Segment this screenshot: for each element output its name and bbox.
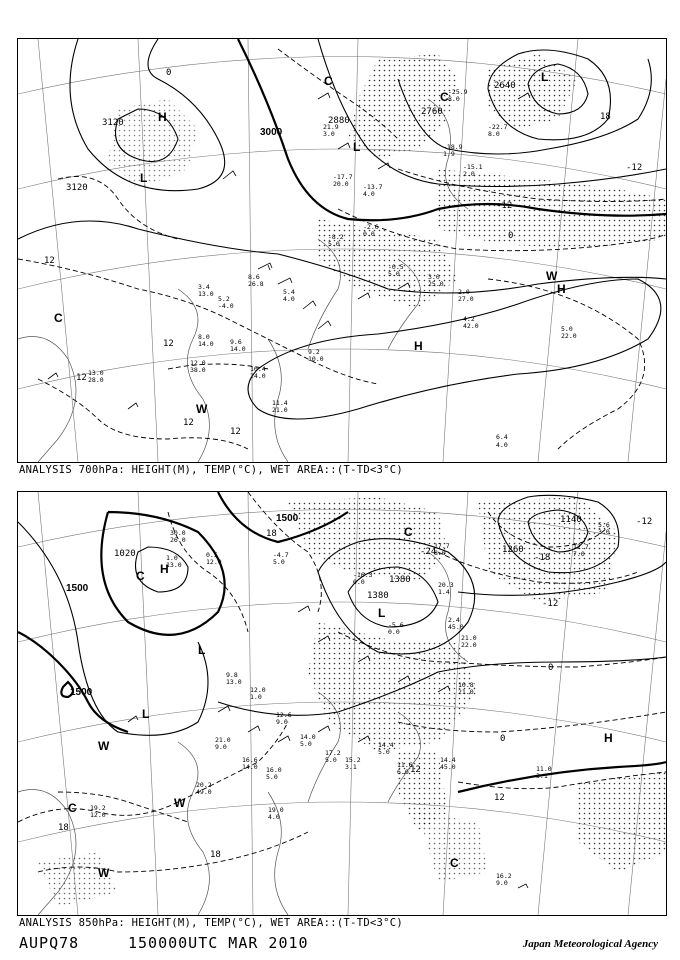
height-label: 3000 — [260, 127, 283, 138]
svg-text:14.0: 14.0 — [300, 733, 316, 741]
svg-text:8.0: 8.0 — [488, 130, 500, 138]
temp-label: 12 — [410, 765, 421, 775]
svg-text:-5.6: -5.6 — [388, 621, 404, 629]
svg-text:13.0: 13.0 — [166, 561, 182, 569]
svg-text:13.0: 13.0 — [226, 678, 242, 686]
svg-text:2.0: 2.0 — [458, 288, 470, 296]
svg-text:-18.9: -18.9 — [443, 143, 463, 151]
svg-text:5.0: 5.0 — [328, 240, 340, 248]
svg-text:9.8: 9.8 — [226, 671, 238, 679]
svg-text:11.0: 11.0 — [536, 765, 552, 773]
cold-mark: C — [68, 801, 77, 815]
svg-text:11.4: 11.4 — [272, 399, 288, 407]
svg-text:7.0: 7.0 — [573, 550, 585, 558]
svg-text:14.0: 14.0 — [198, 340, 214, 348]
svg-text:27.0: 27.0 — [458, 295, 474, 303]
svg-text:3.0: 3.0 — [323, 130, 335, 138]
svg-text:45.0: 45.0 — [440, 763, 456, 771]
temp-label: 12 — [163, 339, 174, 349]
svg-text:19.0: 19.0 — [268, 806, 284, 814]
svg-text:14.4: 14.4 — [378, 741, 394, 749]
svg-text:26.8: 26.8 — [248, 280, 264, 288]
height-label: 1260 — [502, 545, 524, 555]
svg-text:42.0: 42.0 — [463, 322, 479, 330]
low-mark: L — [198, 643, 206, 657]
svg-text:-13.7: -13.7 — [363, 183, 383, 191]
temp-label: -12 — [626, 163, 643, 173]
high-mark: H — [160, 562, 169, 576]
svg-text:1.4: 1.4 — [438, 588, 450, 596]
svg-text:3.0: 3.0 — [598, 528, 610, 536]
svg-text:45.0: 45.0 — [448, 623, 464, 631]
svg-text:3.1: 3.1 — [345, 763, 357, 771]
svg-text:8.0: 8.0 — [198, 333, 210, 341]
svg-text:49.0: 49.0 — [196, 788, 212, 796]
temp-label: 0 — [500, 734, 506, 744]
svg-text:5.4: 5.4 — [283, 288, 295, 296]
svg-text:4.0: 4.0 — [496, 441, 508, 449]
temp-label: 0 — [548, 663, 554, 673]
svg-text:12.6: 12.6 — [276, 711, 292, 719]
svg-text:17.7: 17.7 — [434, 542, 450, 550]
svg-text:-4.0: -4.0 — [218, 302, 234, 310]
temp-label: -12 — [542, 599, 559, 609]
svg-text:21.0: 21.0 — [215, 736, 231, 744]
svg-text:10.8: 10.8 — [458, 681, 474, 689]
cold-mark: C — [324, 74, 333, 88]
svg-text:22.0: 22.0 — [461, 641, 477, 649]
svg-text:21.0: 21.0 — [458, 688, 474, 696]
svg-text:16.2: 16.2 — [496, 872, 512, 880]
height-label: 1380 — [367, 591, 389, 601]
svg-text:5.0: 5.0 — [266, 773, 278, 781]
temp-label: 0 — [166, 68, 172, 78]
svg-text:20.3: 20.3 — [438, 581, 454, 589]
cold-mark: C — [54, 311, 63, 325]
warm-mark: W — [98, 866, 110, 880]
temp-label: -24 — [420, 547, 437, 557]
svg-text:10.4: 10.4 — [250, 365, 266, 373]
height-label: 1500 — [70, 687, 93, 698]
svg-text:12.0: 12.0 — [190, 359, 206, 367]
svg-text:1.0: 1.0 — [250, 693, 262, 701]
svg-text:8.0: 8.0 — [434, 549, 446, 557]
temp-label: -18 — [534, 553, 551, 563]
svg-text:-17.7: -17.7 — [333, 173, 353, 181]
temp-label: 12 — [230, 427, 241, 437]
svg-text:11.6: 11.6 — [397, 761, 413, 769]
svg-text:5.0: 5.0 — [300, 740, 312, 748]
svg-text:9.2: 9.2 — [308, 348, 320, 356]
svg-text:13.0: 13.0 — [88, 369, 104, 377]
svg-text:-8.2: -8.2 — [328, 233, 344, 241]
height-label: 1500 — [276, 513, 299, 524]
svg-text:2.0: 2.0 — [463, 170, 475, 178]
svg-text:9.6: 9.6 — [230, 338, 242, 346]
svg-text:30.0: 30.0 — [170, 529, 186, 537]
svg-text:1.0: 1.0 — [166, 554, 178, 562]
svg-text:3.4: 3.4 — [198, 283, 210, 291]
warm-mark: W — [196, 402, 208, 416]
svg-text:0.5: 0.5 — [206, 551, 218, 559]
svg-text:5.0: 5.0 — [273, 558, 285, 566]
svg-text:5.0: 5.0 — [561, 325, 573, 333]
svg-text:-2.6: -2.6 — [363, 223, 379, 231]
svg-text:6.0: 6.0 — [397, 768, 409, 776]
svg-text:-0.5: -0.5 — [388, 263, 404, 271]
svg-text:25.0: 25.0 — [428, 280, 444, 288]
svg-text:20.0: 20.0 — [333, 180, 349, 188]
svg-text:-25.9: -25.9 — [448, 88, 468, 96]
svg-text:14.0: 14.0 — [230, 345, 246, 353]
high-mark: H — [604, 731, 613, 745]
svg-text:17.2: 17.2 — [325, 749, 341, 757]
svg-text:0.0: 0.0 — [363, 230, 375, 238]
svg-text:5.6: 5.6 — [598, 521, 610, 529]
svg-text:10.0: 10.0 — [308, 355, 324, 363]
low-mark: L — [353, 140, 361, 154]
svg-text:3.1: 3.1 — [536, 772, 548, 780]
temp-label: 18 — [210, 850, 221, 860]
agency-name: Japan Meteorological Agency — [522, 938, 658, 950]
svg-text:-4.7: -4.7 — [273, 551, 289, 559]
svg-text:15.2: 15.2 — [345, 756, 361, 764]
low-mark: L — [142, 707, 150, 721]
svg-text:13.0: 13.0 — [198, 290, 214, 298]
svg-text:22.0: 22.0 — [561, 332, 577, 340]
map-panel-700hpa — [17, 38, 667, 463]
svg-text:21.0: 21.0 — [272, 406, 288, 414]
temp-label: 12 — [494, 793, 505, 803]
svg-text:16.6: 16.6 — [242, 756, 258, 764]
temp-label: 0 — [508, 231, 514, 241]
chart-id: AUPQ78 — [19, 934, 80, 952]
map-850hpa — [18, 492, 666, 915]
svg-text:28.0: 28.0 — [88, 376, 104, 384]
svg-text:5.0: 5.0 — [388, 270, 400, 278]
svg-text:12.0: 12.0 — [90, 811, 106, 819]
high-mark: H — [158, 110, 167, 124]
panel-caption-850hpa: ANALYSIS 850hPa: HEIGHT(M), TEMP(°C), WET AREA::(T-TD<3°C) — [19, 917, 404, 929]
cold-mark: C — [450, 856, 459, 870]
map-700hpa — [18, 39, 666, 462]
svg-text:12.0: 12.0 — [206, 558, 222, 566]
svg-text:5.0: 5.0 — [325, 756, 337, 764]
svg-text:4.0: 4.0 — [283, 295, 295, 303]
svg-text:-16.3: -16.3 — [353, 571, 373, 579]
cold-mark: C — [404, 525, 413, 539]
svg-text:9.0: 9.0 — [215, 743, 227, 751]
temp-label: 12 — [76, 373, 87, 383]
svg-text:9.0: 9.0 — [496, 879, 508, 887]
height-label: 2760 — [421, 107, 443, 117]
high-mark: H — [557, 282, 566, 296]
height-label: 1500 — [66, 583, 89, 594]
svg-text:4.0: 4.0 — [268, 813, 280, 821]
warm-mark: W — [546, 269, 558, 283]
temp-label: -12 — [636, 517, 653, 527]
svg-text:-22.7: -22.7 — [488, 123, 508, 131]
low-mark: L — [541, 70, 549, 84]
svg-text:5.2: 5.2 — [218, 295, 230, 303]
map-panel-850hpa — [17, 491, 667, 916]
warm-mark: W — [98, 739, 110, 753]
svg-text:21.0: 21.0 — [461, 634, 477, 642]
temp-label: 12 — [183, 418, 194, 428]
height-label: 3120 — [102, 118, 124, 128]
low-mark: L — [140, 171, 148, 185]
height-label: 2640 — [494, 81, 516, 91]
cold-mark: C — [136, 569, 145, 583]
svg-text:14.4: 14.4 — [440, 756, 456, 764]
svg-text:2.4: 2.4 — [448, 616, 460, 624]
temp-label: -12 — [496, 201, 513, 211]
svg-text:8.6: 8.6 — [248, 273, 260, 281]
svg-text:8.0: 8.0 — [448, 95, 460, 103]
valid-time: 150000UTC MAR 2010 — [128, 934, 309, 952]
high-mark: H — [414, 339, 423, 353]
svg-text:1.9: 1.9 — [443, 150, 455, 158]
svg-text:20.2: 20.2 — [196, 781, 212, 789]
svg-text:24.0: 24.0 — [250, 372, 266, 380]
svg-text:6.4: 6.4 — [496, 433, 508, 441]
svg-text:12.7: 12.7 — [573, 543, 589, 551]
svg-text:3.0: 3.0 — [428, 273, 440, 281]
height-label: 1140 — [560, 515, 582, 525]
height-label: 3120 — [66, 183, 88, 193]
svg-text:19.2: 19.2 — [90, 804, 106, 812]
low-mark: L — [378, 606, 386, 620]
svg-text:14.0: 14.0 — [242, 763, 258, 771]
svg-text:-15.1: -15.1 — [463, 163, 483, 171]
panel-caption-700hpa: ANALYSIS 700hPa: HEIGHT(M), TEMP(°C), WET AREA::(T-TD<3°C) — [19, 464, 404, 476]
svg-text:4.0: 4.0 — [363, 190, 375, 198]
svg-text:26.0: 26.0 — [170, 536, 186, 544]
svg-text:0.0: 0.0 — [353, 578, 365, 586]
svg-text:0.0: 0.0 — [388, 628, 400, 636]
height-label: 2880 — [328, 116, 350, 126]
temp-label: 18 — [58, 823, 69, 833]
height-label: 1380 — [389, 575, 411, 585]
svg-text:38.0: 38.0 — [190, 366, 206, 374]
temp-label: 12 — [44, 256, 55, 266]
cold-mark: C — [440, 90, 449, 104]
svg-text:9.0: 9.0 — [276, 718, 288, 726]
svg-text:16.0: 16.0 — [266, 766, 282, 774]
svg-text:5.0: 5.0 — [378, 748, 390, 756]
temp-label: 18 — [266, 529, 277, 539]
svg-text:4.2: 4.2 — [463, 315, 475, 323]
svg-text:21.9: 21.9 — [323, 123, 339, 131]
warm-mark: W — [174, 796, 186, 810]
svg-text:12.0: 12.0 — [250, 686, 266, 694]
temp-label: 18 — [600, 112, 611, 122]
height-label: 1020 — [114, 549, 136, 559]
